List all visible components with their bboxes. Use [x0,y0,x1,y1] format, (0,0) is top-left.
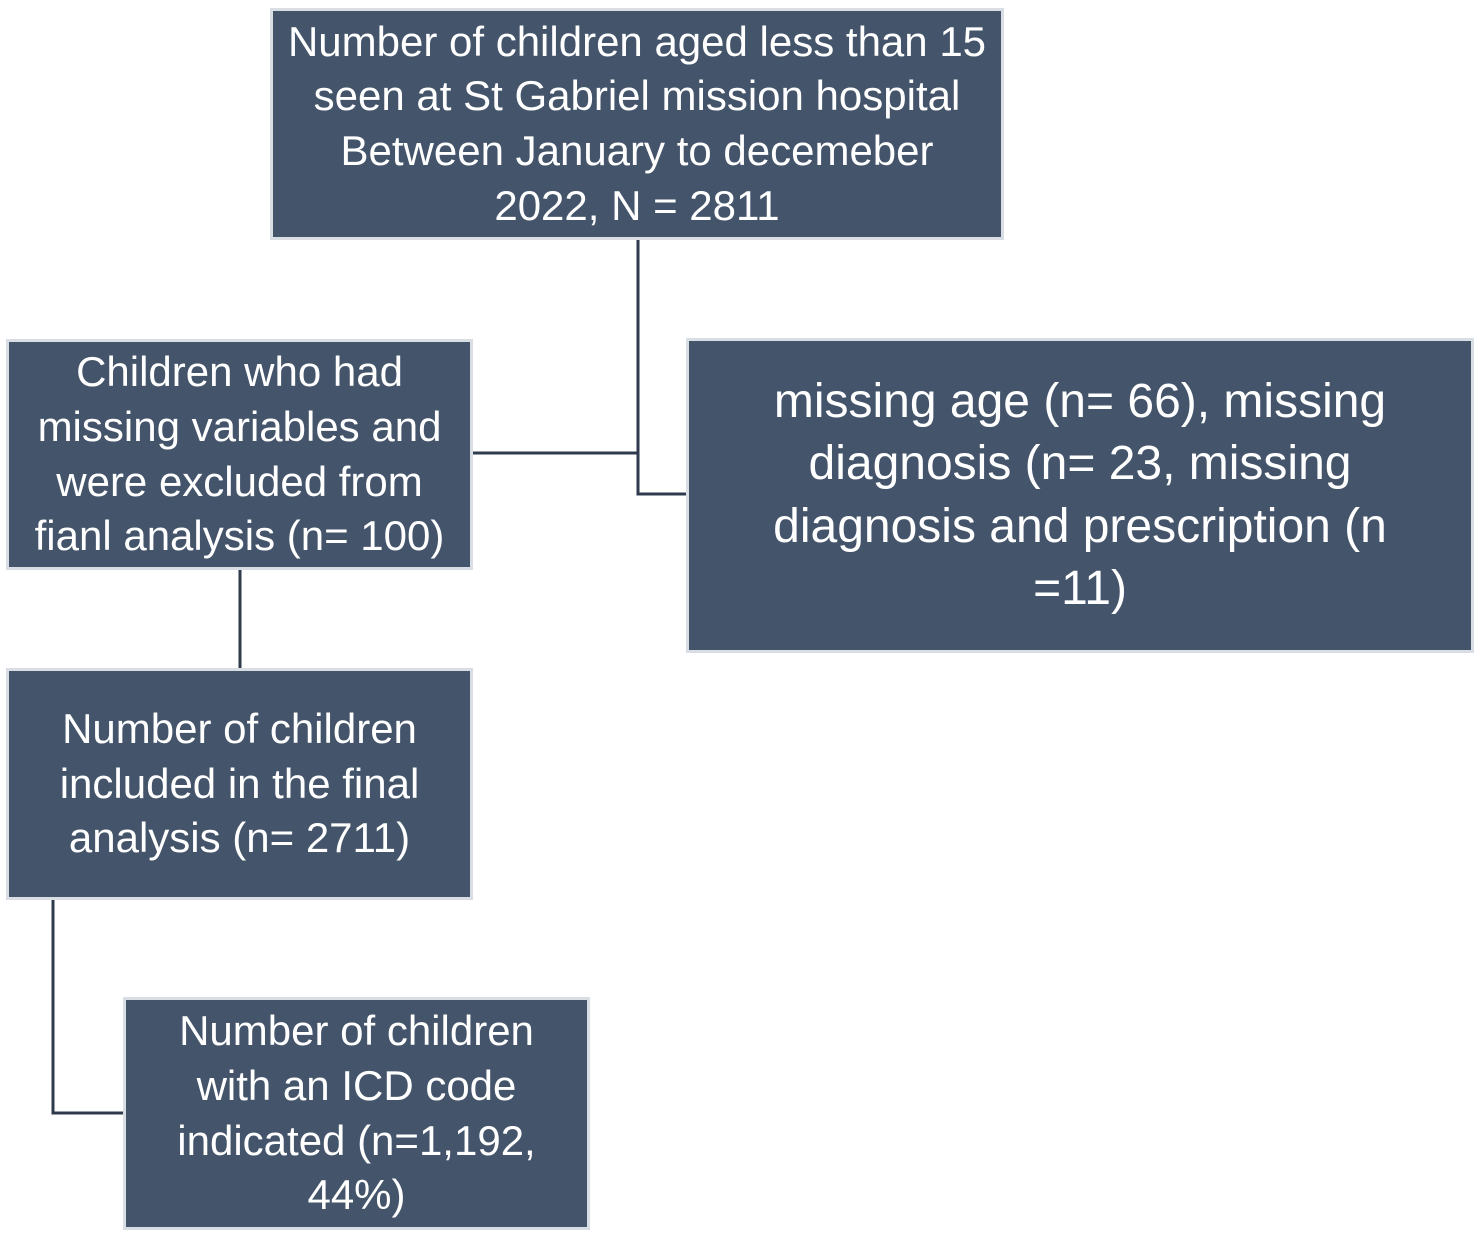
missing-details-text: missing age (n= 66), missing diagnosis (n= 23, missing diagnosis and prescription (n =11) [773,374,1387,615]
included-children-box [6,668,473,900]
icd-code-box [123,997,590,1230]
connector-top-to-missing [638,240,686,494]
connector-included-to-icd [53,900,123,1113]
excluded-children-text: Children who had missing variables and were excluded from fianl analysis (n= 100) [34,348,445,560]
included-children-text: Number of children included in the final analysis (n= 2711) [59,705,420,862]
total-children-text: Number of children aged less than 15 seen at St Gabriel mission hospital Between January to decemeber 2022, N = 2811 [287,17,987,229]
excluded-children-box [6,339,473,570]
icd-code-text: Number of children with an ICD code indicated (n=1,192, 44%) [177,1007,536,1219]
missing-details-box [686,338,1474,653]
total-children-box [270,8,1004,240]
